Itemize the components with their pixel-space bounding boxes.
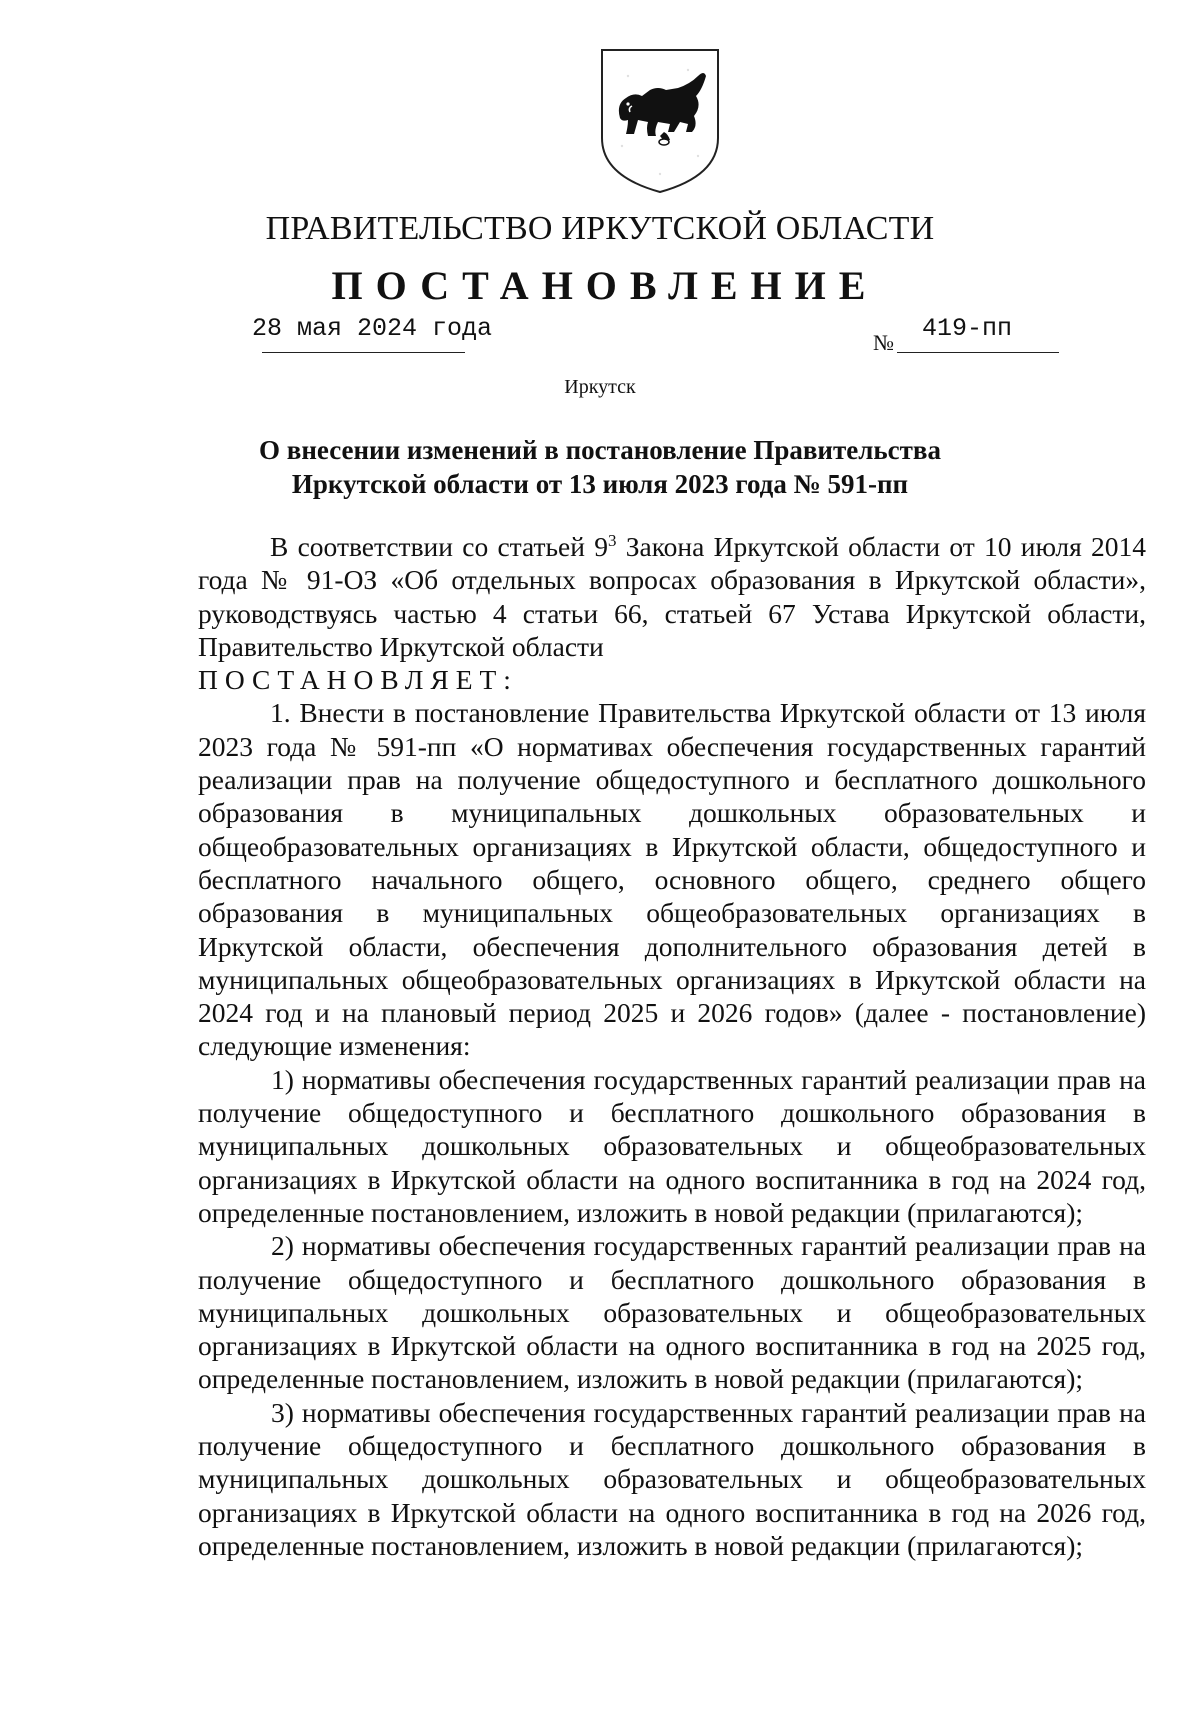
document-title [0,433,1200,501]
city: Иркутск [564,376,636,398]
subitem-1: 1) нормативы обеспечения государственных гарантий реализации прав на получение общедоступного и бесплатного дошкольного образования в муниципальных дошкольных образовательных и общеобразовательных организациях в Иркутской области на одного воспитанника в год на 2024 год, определенные постановлением, изложить в новой редакции (прилагаются); [198,1063,1146,1228]
preamble-start: В соответствии со статьей 9 [270,531,608,562]
subitem-2: 2) нормативы обеспечения государственных гарантий реализации прав на получение общедоступного и бесплатного дошкольного образования в муниципальных дошкольных образовательных и общеобразовательных организациях в Иркутской области на одного воспитанника в год на 2025 год, определенные постановлением, изложить в новой редакции (прилагаются); [198,1230,1146,1395]
decides-heading: ПОСТАНОВЛЯЕТ: [198,664,518,696]
decree-number: 419-пп [922,314,1013,343]
subitem-3: 3) нормативы обеспечения государственных гарантий реализации прав на получение общедоступного и бесплатного дошкольного образования в муниципальных дошкольных образовательных и общеобразовательных организациях в Иркутской области на одного воспитанника в год на 2026 год, определенные постановлением, изложить в новой редакции (прилагаются); [198,1396,1146,1561]
clause-1: 1. Внести в постановление Правительства Иркутской области от 13 июля 2023 года № 591-пп «О нормативах обеспечения государственных гарантий реализации прав на получение общедоступного и бесплатного дошкольного образования в муниципальных дошкольных образовательных и общеобразовательных организациях в Иркутской области, общедоступного и бесплатного начального общего, основного общего, среднего общего образования в муниципальных общеобразовательных организациях в Иркутской области, обеспечения дополнительного образования детей в муниципальных общеобразовательных организациях в Иркутской области на 2024 год и на плановый период 2025 и 2026 годов» (далее - постановление) следующие изменения: [198,697,1146,1062]
decree-date: 28 мая 2024 года [252,314,493,343]
irkutsk-region-coat-of-arms-icon [598,46,722,194]
date-underline [262,352,465,353]
document-body [198,530,1146,1562]
number-underline [897,352,1059,353]
title-line-1: О внесении изменений в постановление Правительства [259,435,941,465]
government-name: ПРАВИТЕЛЬСТВО ИРКУТСКОЙ ОБЛАСТИ [265,210,935,247]
preamble-rest: Закона Иркутской области от 10 июля 2014 года № 91-ОЗ «Об отдельных вопросах образования в Иркутской области», руководствуясь частью 4 статьи 66, статьей 67 Устава Иркутской области, Правительство Иркутской области [198,531,1146,662]
article-superscript: 3 [607,530,617,550]
title-line-2: Иркутской области от 13 июля 2023 года № 591-пп [291,469,909,499]
preamble [198,530,1146,663]
document-type: ПОСТАНОВЛЕНИЕ [331,263,879,308]
number-sign: № [873,330,894,355]
